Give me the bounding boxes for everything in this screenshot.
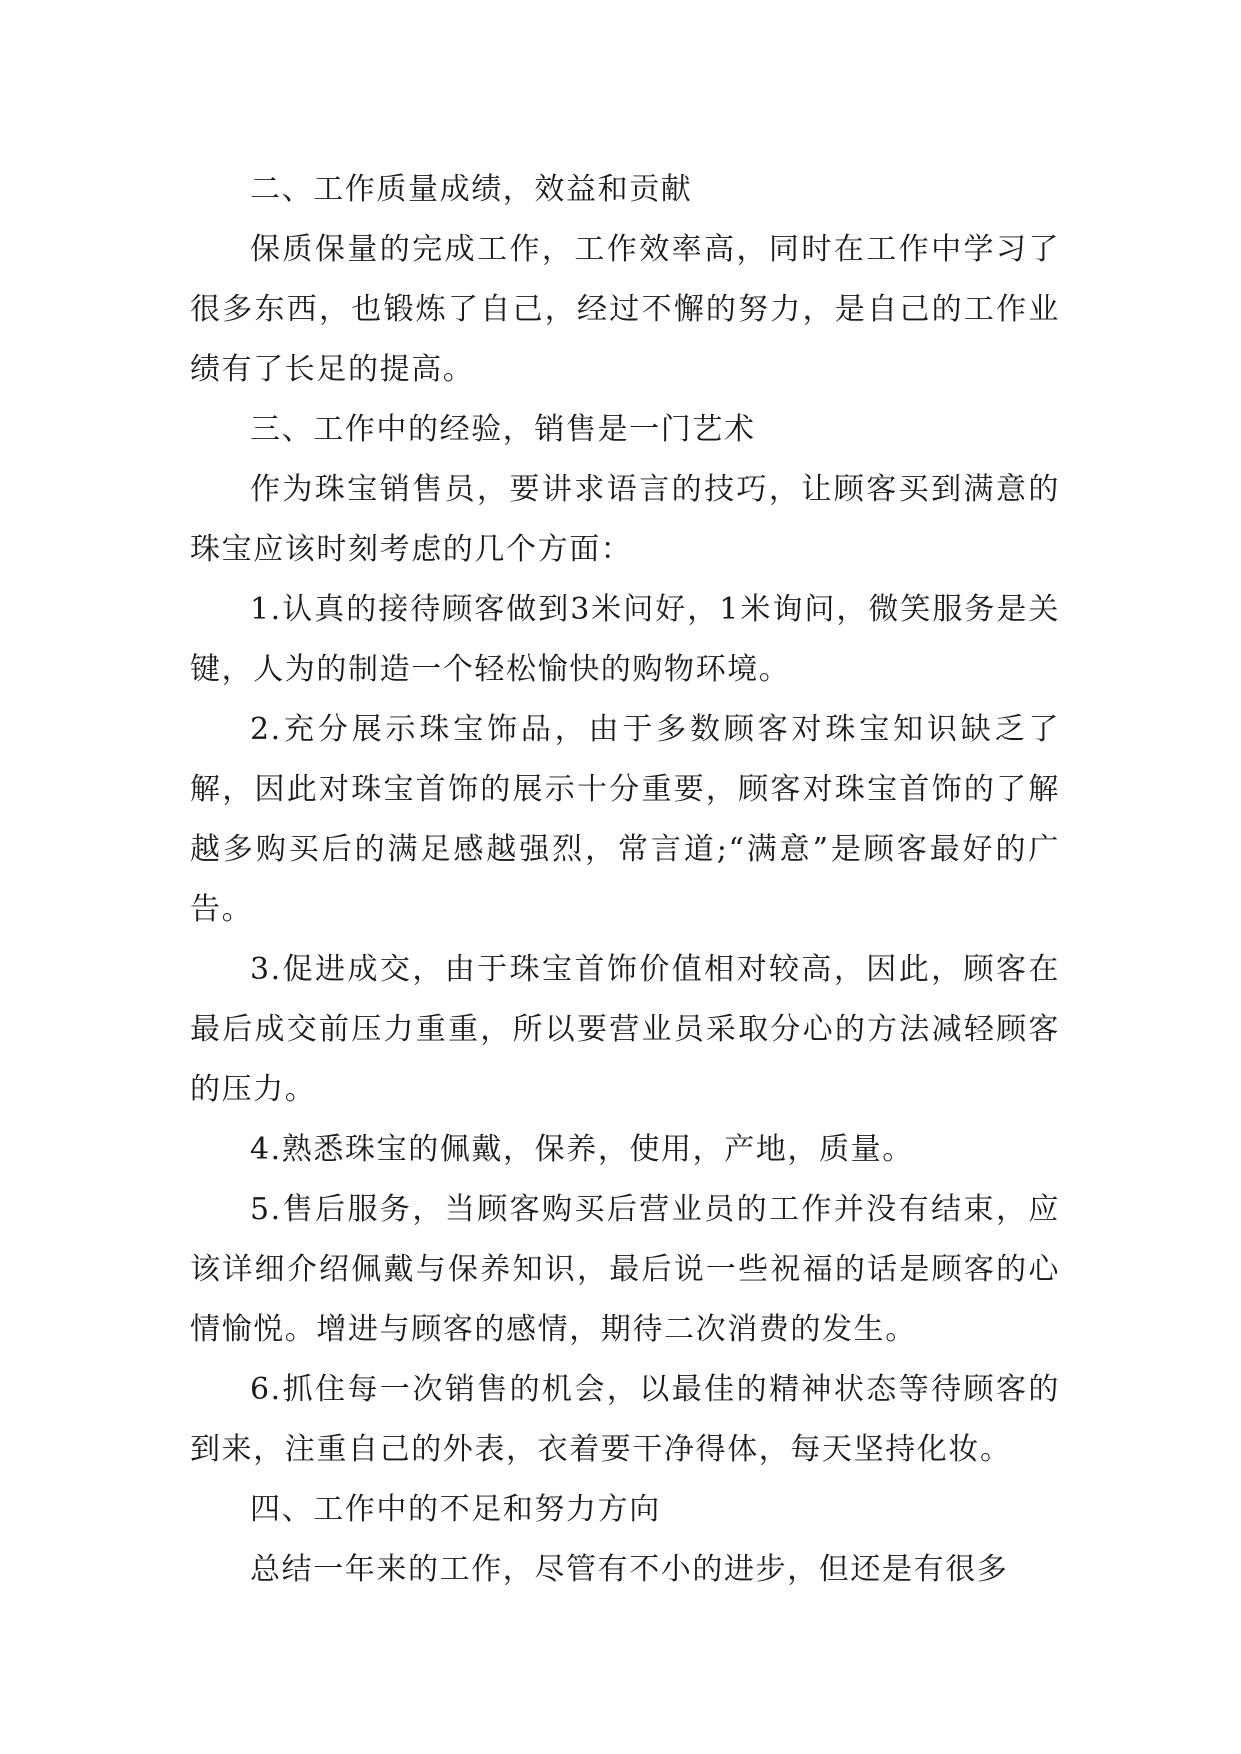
list-item-1: 1.认真的接待顾客做到3米问好，1米询问，微笑服务是关键，人为的制造一个轻松愉快的购物环境。 [190, 592, 1060, 687]
document-body [190, 160, 1060, 1600]
section-heading-2: 二、工作质量成绩，效益和贡献 [250, 172, 693, 207]
list-item-5: 5.售后服务，当顾客购买后营业员的工作并没有结束，应该详细介绍佩戴与保养知识，最后说一些祝福的话是顾客的心情愉悦。增进与顾客的感情，期待二次消费的发生。 [190, 1192, 1060, 1347]
paragraph-quality: 保质保量的完成工作，工作效率高，同时在工作中学习了很多东西，也锻炼了自己，经过不懈的努力，是自己的工作业绩有了长足的提高。 [190, 232, 1060, 387]
paragraph-sales-intro: 作为珠宝销售员，要讲求语言的技巧，让顾客买到满意的珠宝应该时刻考虑的几个方面： [190, 472, 1060, 567]
list-item-4: 4.熟悉珠宝的佩戴，保养，使用，产地，质量。 [250, 1132, 914, 1167]
section-heading-3: 三、工作中的经验，销售是一门艺术 [250, 412, 756, 447]
section-heading-4: 四、工作中的不足和努力方向 [250, 1492, 661, 1527]
list-item-6: 6.抓住每一次销售的机会，以最佳的精神状态等待顾客的到来，注重自己的外表，衣着要干净得体，每天坚持化妆。 [190, 1372, 1060, 1467]
paragraph-summary: 总结一年来的工作，尽管有不小的进步，但还是有很多 [250, 1552, 1009, 1587]
list-item-2: 2.充分展示珠宝饰品，由于多数顾客对珠宝知识缺乏了解，因此对珠宝首饰的展示十分重要，顾客对珠宝首饰的了解越多购买后的满足感越强烈，常言道;“满意”是顾客最好的广告。 [190, 712, 1060, 927]
list-item-3: 3.促进成交，由于珠宝首饰价值相对较高，因此，顾客在最后成交前压力重重，所以要营业员采取分心的方法减轻顾客的压力。 [190, 952, 1060, 1107]
